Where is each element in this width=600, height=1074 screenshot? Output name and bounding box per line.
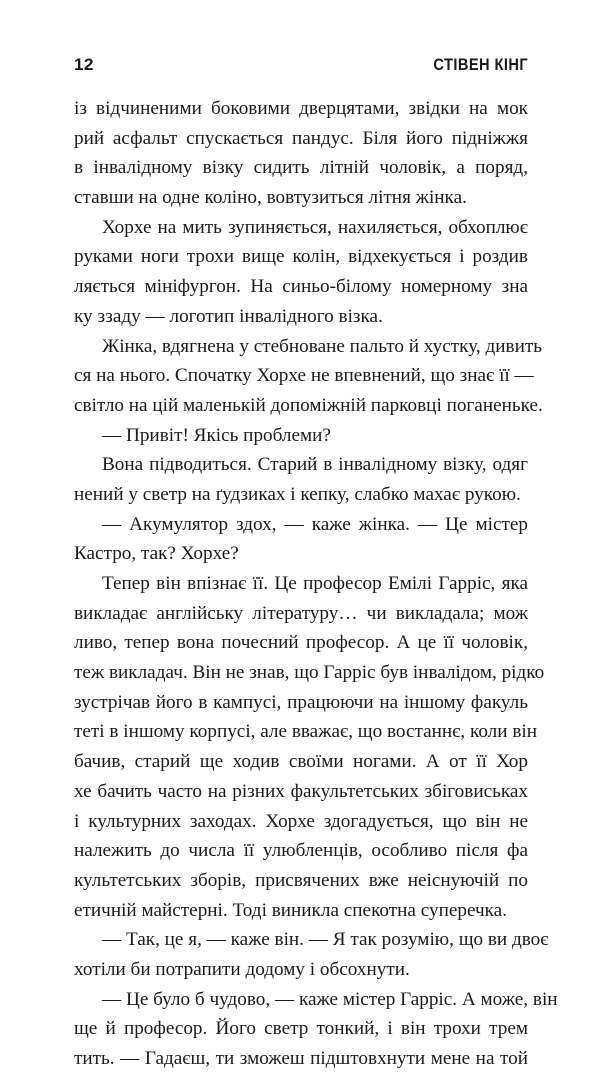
text-line: Хорхе на мить зупиняється, нахиляється, обхоплює xyxy=(102,216,528,238)
text-line: ся на нього. Спочатку Хорхе не впевнений, що знає її — xyxy=(74,365,534,387)
text-line: теж викладач. Він не знав, що Гарріс був інвалідом, рідко xyxy=(74,662,545,684)
text-line: — Так, це я, — каже він. — Я так розумію, що ви двоє xyxy=(102,929,549,951)
body-text xyxy=(74,94,558,1074)
text-line: в інвалідному візку сидить літній чоловік, а поряд, xyxy=(74,157,528,179)
text-line: — Привіт! Якісь проблеми? xyxy=(102,424,331,446)
text-line: викладає англійську літературу… чи викладала; мож xyxy=(74,602,528,624)
text-line: хе бачить часто на різних факультетських збіговиськах xyxy=(74,780,528,802)
text-line: теті в іншому корпусі, але вважає, що востаннє, коли він xyxy=(74,721,537,743)
text-line: Кастро, так? Хорхе? xyxy=(74,543,239,565)
text-line: із відчиненими боковими дверцятами, звідки на мок xyxy=(74,98,528,119)
text-line: культетських зборів, присвячених вже неіснуючій по xyxy=(74,869,528,891)
text-line: ливо, тепер вона почесний професор. А це її чоловік, xyxy=(74,632,528,654)
text-line: нений у светр на ґудзиках і кепку, слабко махає рукою. xyxy=(74,483,521,505)
text-line: етичній майстерні. Тоді виникла спекотна суперечка. xyxy=(74,899,507,921)
text-line: Жінка, вдягнена у стебноване пальто й хустку, дивить xyxy=(102,335,542,357)
text-line: ставши на одне коліно, вовтузиться літня жінка. xyxy=(74,187,467,209)
text-line: Вона підводиться. Старий в інвалідному візку, одяг xyxy=(102,454,528,476)
text-line: хотіли би потрапити додому і обсохнути. xyxy=(74,958,410,980)
page-number: 12 xyxy=(74,55,94,74)
text-line: — Акумулятор здох, — каже жінка. — Це містер xyxy=(102,513,528,535)
text-line: належить до числа її улюбленців, особливо після фа xyxy=(74,840,528,862)
text-line: руками ноги трохи вище колін, відхекується і роздив xyxy=(74,246,528,268)
text-line: і культурних заходах. Хорхе здогадується, що він не xyxy=(74,810,528,832)
text-line: ще й професор. Його светр тонкий, і він трохи трем xyxy=(74,1018,528,1040)
text-line: світло на цій маленькій допоміжній парковці поганеньке. xyxy=(74,394,543,416)
page-header xyxy=(74,55,528,79)
text-line: рий асфальт спускається пандус. Біля його підніжжя xyxy=(74,127,528,149)
text-line: Тепер він впізнає її. Це професор Емілі Гарріс, яка xyxy=(102,573,528,594)
text-line: — Це було б чудово, — каже містер Гарріс. А може, він xyxy=(102,988,558,1010)
text-line: бачив, старий ще ходив своїми ногами. А от її Хор xyxy=(74,751,528,773)
text-line: тить. — Гадаєш, ти зможеш підштовхнути мене на той xyxy=(74,1048,528,1069)
running-head-author: СТІВЕН КІНГ xyxy=(433,55,528,74)
text-line: ляється мініфургон. На синьо-білому номерному зна xyxy=(74,276,528,298)
text-line: зустрічав його в кампусі, працюючи на іншому факуль xyxy=(74,691,528,713)
text-line: ку ззаду — логотип інвалідного візка. xyxy=(74,305,383,327)
